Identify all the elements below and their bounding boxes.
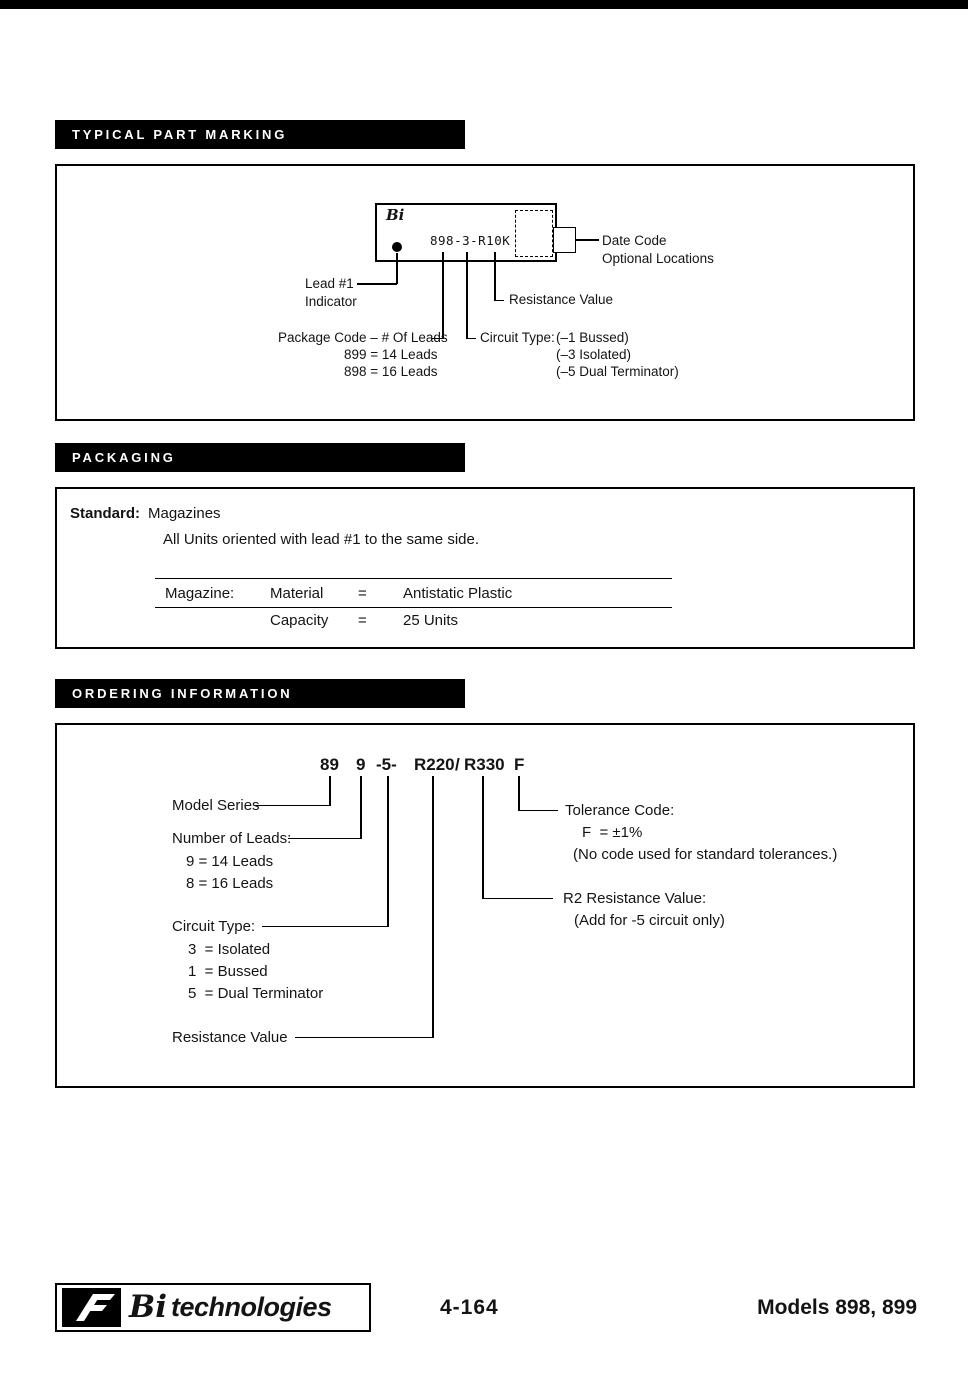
section-title-ordering: ORDERING INFORMATION: [72, 686, 293, 701]
table-rule: [155, 578, 672, 579]
page-number: 4-164: [440, 1296, 499, 1319]
package-code-option: 899 = 14 Leads: [344, 347, 438, 362]
section-header-part-marking: [55, 120, 465, 149]
pn-tolerance-code: F: [514, 755, 525, 774]
standard-value: Magazines: [148, 505, 221, 522]
bi-flag-icon: [62, 1288, 121, 1332]
brand-logo-box: [55, 1283, 371, 1332]
orientation-note: All Units oriented with lead #1 to the same side.: [163, 531, 480, 548]
connector-line: [396, 253, 398, 284]
connector-line: [357, 283, 397, 285]
page-edge-artifact: [0, 0, 968, 9]
connector-line: [494, 252, 496, 301]
tolerance-code-note: (No code used for standard tolerances.): [573, 846, 838, 863]
connector-line: [518, 776, 520, 811]
date-code-label-line2: Optional Locations: [602, 251, 714, 266]
pn-circuit-type: -5-: [376, 755, 397, 774]
circuit-type-label: Circuit Type:: [480, 330, 555, 345]
magazine-row-property: Capacity: [270, 612, 329, 629]
device-logo: Bi: [386, 206, 405, 224]
connector-line: [442, 252, 444, 339]
circuit-type-ordering-option: 3 = Isolated: [188, 941, 271, 958]
magazine-label: Magazine:: [165, 585, 235, 602]
circuit-type-option: (–1 Bussed): [556, 330, 629, 345]
package-code-option: 898 = 16 Leads: [344, 364, 438, 379]
date-code-label-line1: Date Code: [602, 233, 667, 248]
circuit-type-ordering-option: 5 = Dual Terminator: [188, 985, 324, 1002]
circuit-type-ordering-label: Circuit Type:: [172, 918, 256, 935]
magazine-row-value: 25 Units: [403, 612, 459, 629]
resistance-value-ordering-label: Resistance Value: [172, 1029, 288, 1046]
footer-models: Models 898, 899: [757, 1296, 917, 1319]
pn-number-of-leads: 9: [356, 755, 366, 774]
brand-technologies-text: technologies: [170, 1291, 332, 1322]
connector-line: [288, 838, 361, 840]
number-of-leads-option: 9 = 14 Leads: [186, 853, 274, 870]
section-header-ordering: [55, 679, 465, 708]
pn-slash: /: [455, 755, 460, 774]
connector-line: [466, 338, 476, 340]
equals-sign: =: [358, 612, 367, 629]
tolerance-code-label: Tolerance Code:: [565, 802, 675, 819]
section-title-packaging: PACKAGING: [72, 450, 176, 465]
circuit-type-ordering-option: 1 = Bussed: [188, 963, 268, 980]
connector-line: [494, 300, 504, 302]
date-code-tab-box: [553, 227, 576, 253]
package-code-label: Package Code – # Of Leads: [278, 330, 448, 345]
r2-resistance-label: R2 Resistance Value:: [563, 890, 707, 907]
pn-model-series: 89: [320, 755, 339, 774]
pn-resistance-2: R330: [464, 755, 505, 774]
magazine-row-value: Antistatic Plastic: [403, 585, 513, 602]
lead1-label-line2: Indicator: [305, 294, 357, 309]
connector-line: [254, 805, 330, 807]
connector-line: [387, 776, 389, 927]
connector-line: [466, 252, 468, 339]
pn-resistance-1: R220: [414, 755, 455, 774]
connector-line: [262, 926, 388, 928]
model-series-label: Model Series: [172, 797, 260, 814]
connector-line: [432, 776, 434, 1038]
magazine-row-property: Material: [270, 585, 324, 602]
connector-line: [576, 239, 599, 241]
connector-line: [295, 1037, 433, 1039]
connector-line: [518, 810, 558, 812]
tolerance-code-value: F = ±1%: [582, 824, 643, 841]
connector-line: [360, 776, 362, 839]
table-rule: [155, 607, 672, 608]
bi-logo-mark: [62, 1288, 121, 1327]
brand-bi-text: Bi: [129, 1289, 167, 1325]
connector-line: [482, 776, 484, 899]
device-marking-text: 898-3-R10K: [430, 233, 511, 248]
connector-line: [482, 898, 553, 900]
r2-resistance-note: (Add for -5 circuit only): [574, 912, 725, 929]
equals-sign: =: [358, 585, 367, 602]
lead1-indicator-dot: [392, 242, 402, 252]
connector-line: [329, 776, 331, 806]
standard-label: Standard:: [70, 505, 141, 522]
lead1-label-line1: Lead #1: [305, 276, 354, 291]
circuit-type-option: (–3 Isolated): [556, 347, 632, 362]
brand-wordmark: [129, 1285, 332, 1329]
number-of-leads-option: 8 = 16 Leads: [186, 875, 274, 892]
date-code-dashed-box: [515, 210, 553, 257]
section-title-part-marking: TYPICAL PART MARKING: [72, 127, 288, 142]
circuit-type-option: (–5 Dual Terminator): [556, 364, 679, 379]
resistance-value-label: Resistance Value: [509, 292, 614, 307]
section-header-packaging: [55, 443, 465, 472]
number-of-leads-label: Number of Leads:: [172, 830, 292, 847]
